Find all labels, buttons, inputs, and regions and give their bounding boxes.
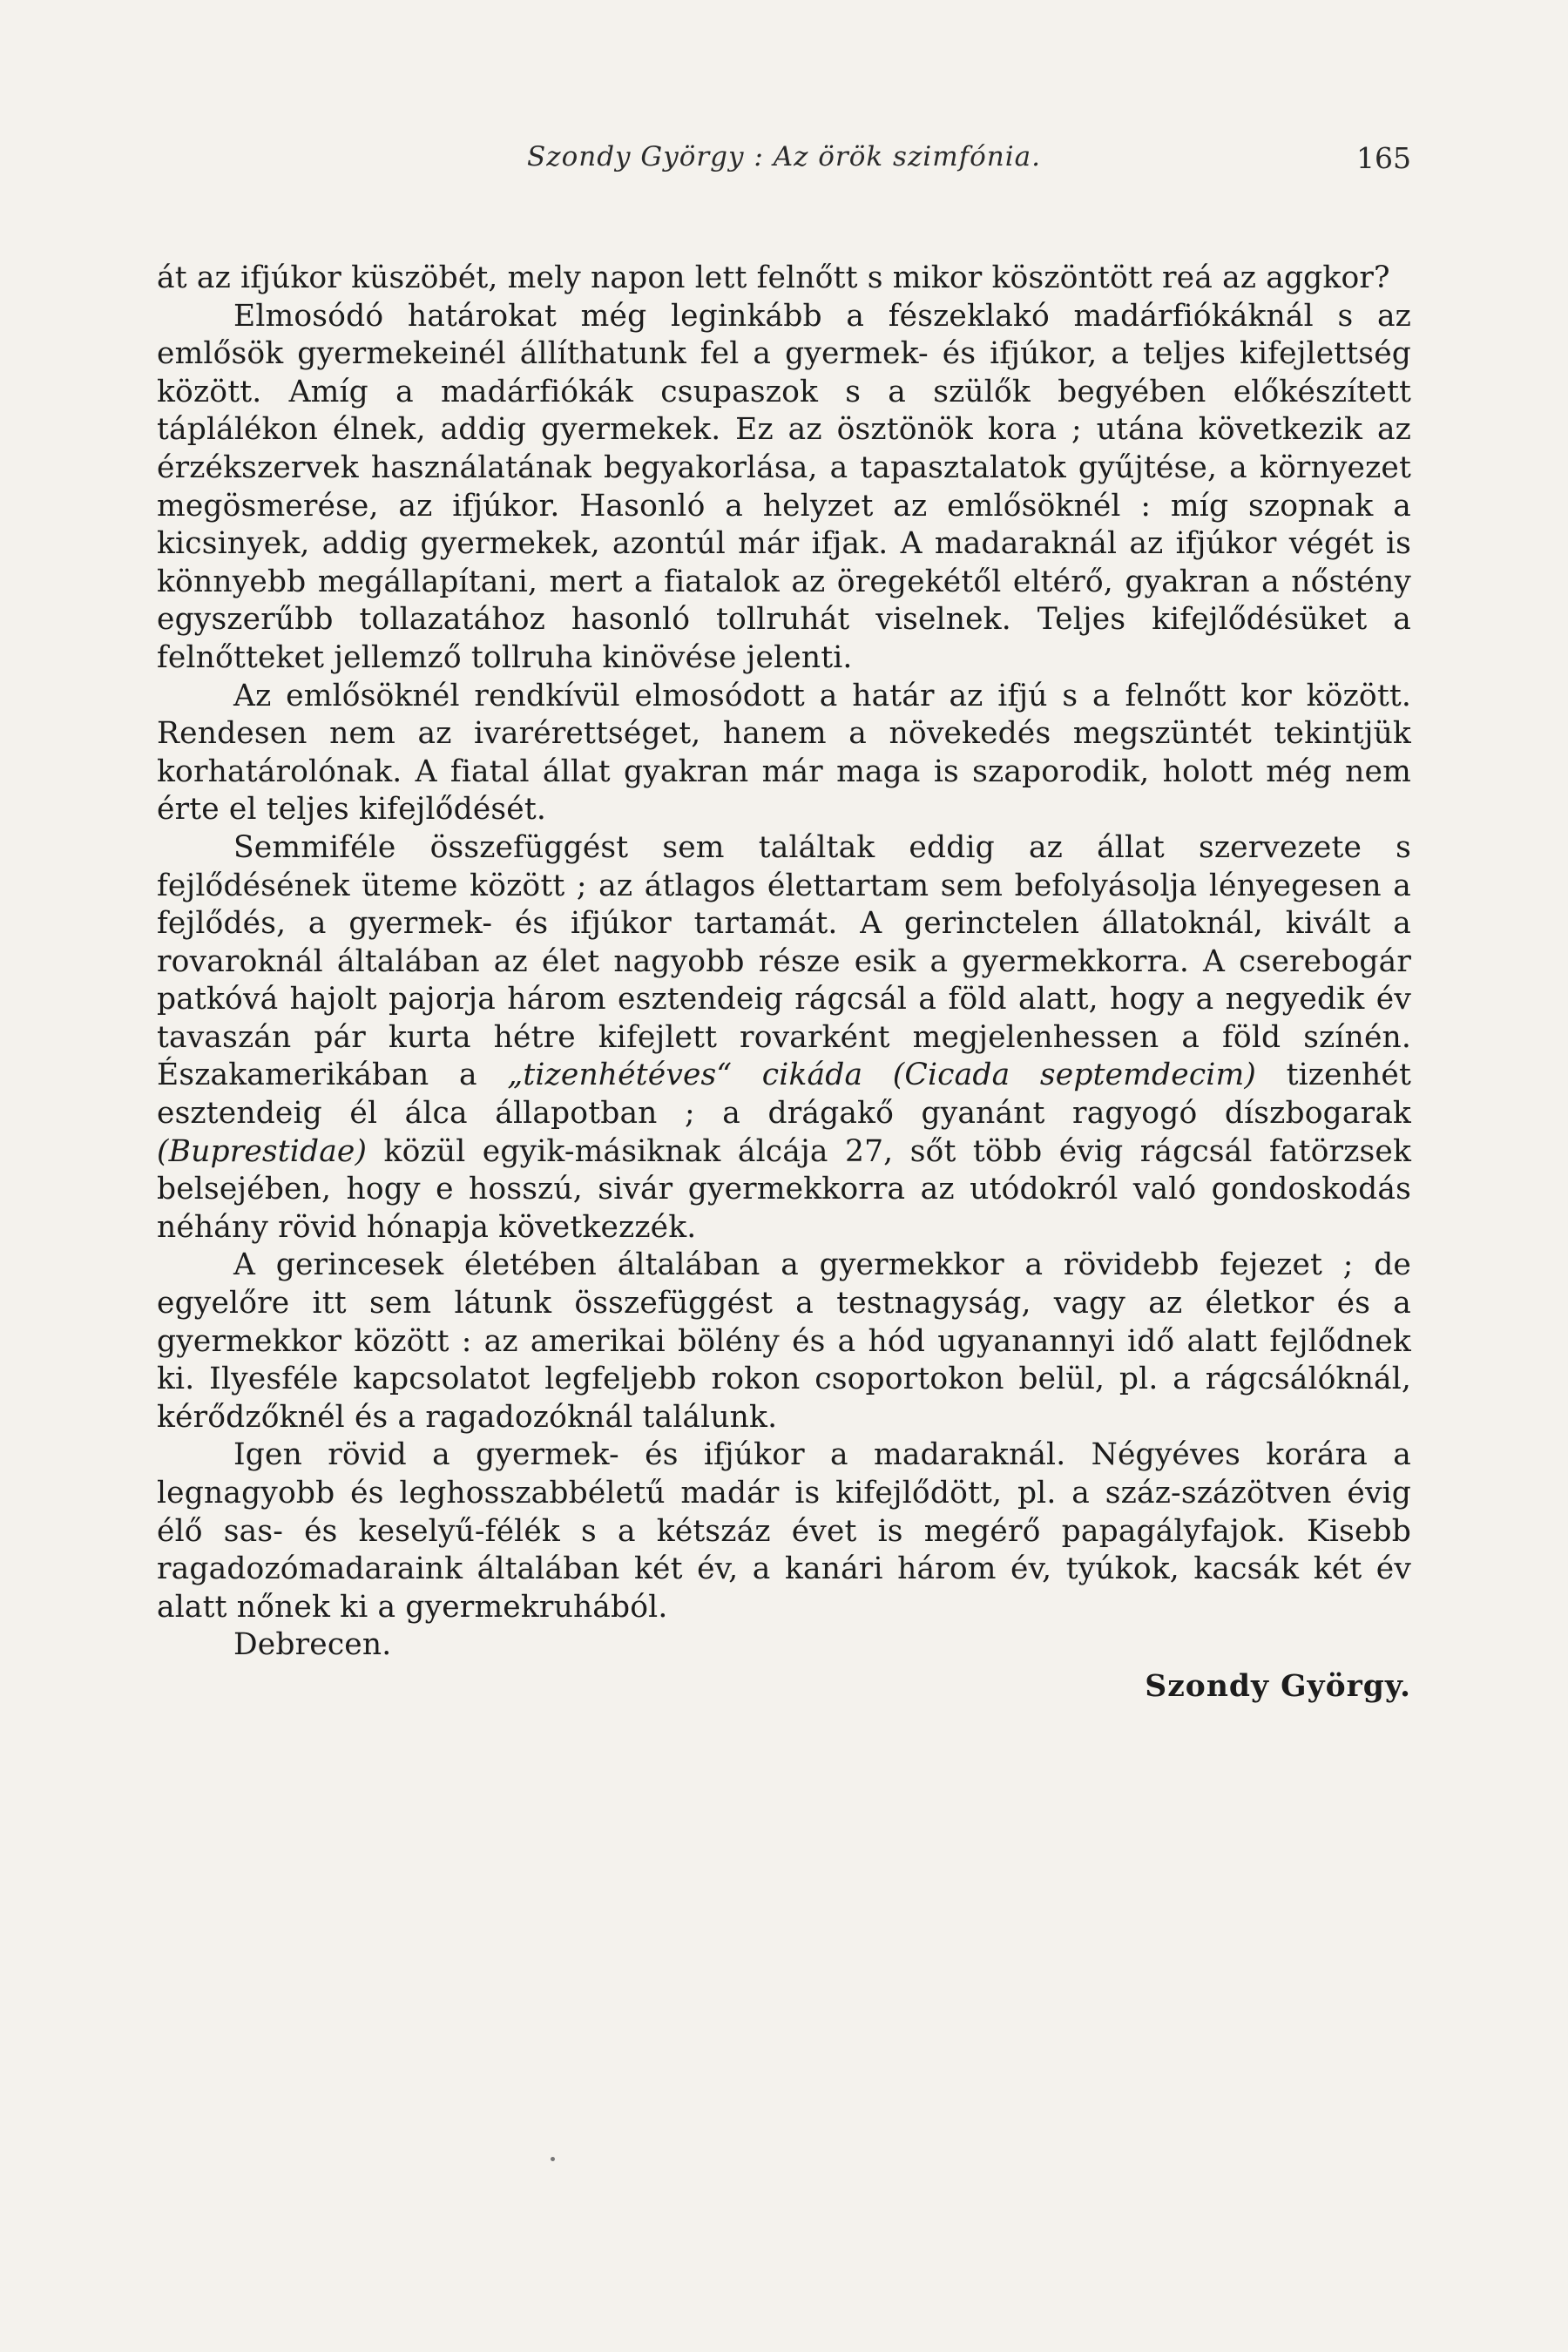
running-head xyxy=(157,141,1411,181)
author-signature: Szondy György. xyxy=(1145,1668,1411,1704)
paragraph-continued: át az ifjúkor küszöbét, mely napon lett felnőtt s mikor köszöntött reá az aggkor? xyxy=(157,260,1390,295)
paragraph-insects xyxy=(157,829,1411,1247)
paragraph: Az emlősöknél rendkívül elmosódott a határ az ifjú s a felnőtt kor között. Rendesen nem az ivarérettséget, hanem a növekedés megszüntét tekintjük korhatárolónak. A fiatal állat gyakran már maga is szaporodik, holott még nem érte el teljes kifejlődését. xyxy=(157,678,1411,828)
species-name-cicada: „tizenhétéves“ cikáda (Cicada septemdecim) xyxy=(507,1058,1256,1093)
paragraph: A gerincesek életében általában a gyermekkor a rövidebb fejezet ; de egyelőre itt sem látunk összefüggést a testnagyság, vagy az életkor és a gyermekkor között : az amerikai bölény és a hód ugyanannyi idő alatt fejlődnek ki. Ilyesféle kapcsolatot legfeljebb rokon csoportokon belül, pl. a rágcsálóknál, kérődzőknél és a ragadozóknál találunk. xyxy=(157,1247,1411,1435)
paragraph-text: közül egyik-másiknak álcája 27, sőt több évig rágcsál fatörzsek belsejében, hogy e hosszú, sivár gyermekkorra az utódokról való gondoskodás néhány rövid hónapja következzék. xyxy=(157,1133,1411,1245)
place-line: Debrecen. xyxy=(233,1627,392,1663)
paragraph: Elmosódó határokat még leginkább a fészeklakó madárfiókáknál s az emlősök gyermekeinél állíthatunk fel a gyermek- és ifjúkor, a teljes kifejlettség között. Amíg a madárfiókák csupaszok s a szülők begyében előkészített táplálékon élnek, addig gyermekek. Ez az ösztönök kora ; utána következik az érzékszervek használatának begyakorlása, a tapasztalatok gyűjtése, a környezet megösmerése, az ifjúkor. Hasonló a helyzet az emlősöknél : míg szopnak a kicsinyek, addig gyermekek, azontúl már ifjak. A madaraknál az ifjúkor végét is könnyebb megállapítani, mert a fiatalok az öregekétől eltérő, gyakran a nőstény egyszerűbb tollazatához hasonló tollruhát viselnek. Teljes kifejlődésüket a felnőtteket jellemző tollruha kinövése jelenti. xyxy=(157,298,1411,675)
paragraph: Igen rövid a gyermek- és ifjúkor a madaraknál. Négyéves korára a legnagyobb és leghosszabbéletű madár is kifejlődött, pl. a száz-százötven évig élő sas- és keselyű-félék s a kétszáz évet is megérő papagályfajok. Kisebb ragadozómadaraink általában két év, a kanári három év, tyúkok, kacsák két év alatt nőnek ki a gyermekruhából. xyxy=(157,1437,1411,1625)
paper-speck xyxy=(551,2157,555,2161)
paragraph-text: Semmiféle összefüggést sem találtak eddig az állat szervezete s fejlődésének üteme között ; az átlagos élettartam sem befolyásolja lényegesen a fejlődés, a gyermek- és ifjúkor tartamát. A gerinctelen állatoknál, kivált a rovaroknál általában az élet nagyobb része esik a gyermekkorra. A cserebogár patkóvá hajolt pajorja három esztendeig rágcsál a föld alatt, hogy a negyedik év tavaszán pár kurta hétre kifejlett rovarként megjelenhessen a föld színén. Északamerikában a xyxy=(157,829,1411,1093)
page-number: 165 xyxy=(1356,141,1411,175)
article-body xyxy=(157,260,1411,1707)
paragraph-text: tizenhét esztendeig él álca állapotban ; a drágakő gyanánt ragyogó díszbogarak xyxy=(157,1058,1411,1132)
species-name-buprestidae: (Buprestidae) xyxy=(157,1133,368,1169)
running-title: Szondy György : Az örök szimfónia. xyxy=(527,141,1041,172)
